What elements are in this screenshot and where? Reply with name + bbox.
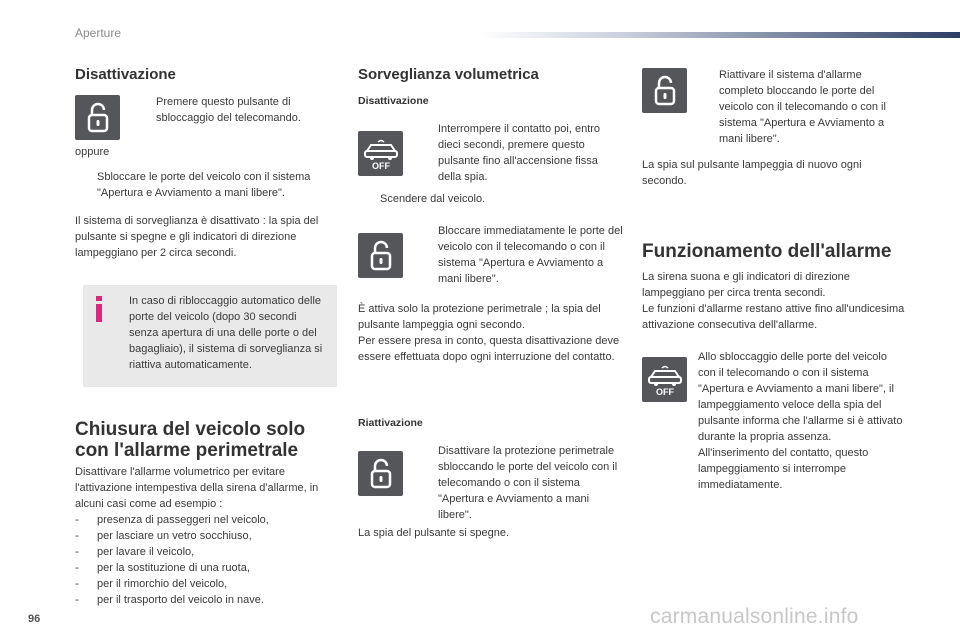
info-icon <box>93 293 111 373</box>
square-bullet <box>75 169 91 201</box>
info-text: In caso di ribloccaggio automatico delle porte del veicolo (dopo 30 secondi senza apertura di una delle porte o del bagagliaio), il sistema di sorveglianza si riattiva automaticamente. <box>129 295 323 371</box>
rearm-step <box>642 68 907 147</box>
unlock-step <box>75 95 337 140</box>
column-1 <box>75 62 337 608</box>
funzionamento-paragraph: La sirena suona e gli indicatori di direzione lampeggiano per circa trenta secondi. Le funzioni d'allarme restano attive fino all'undicesima attivazione consecutiva dell'allarme. <box>642 271 905 331</box>
list-item: - per il rimorchio del veicolo, <box>75 578 228 590</box>
square-bullet <box>140 94 156 126</box>
step-2 <box>358 191 623 207</box>
oppure-text: oppure <box>75 146 110 158</box>
section-title-sorveglianza: Sorveglianza volumetrica <box>358 66 539 83</box>
square-bullet <box>699 67 715 147</box>
step-text <box>419 121 623 185</box>
square-bullet <box>419 121 435 185</box>
padlock-open-icon <box>358 233 403 278</box>
list-item: - per lasciare un vetro socchiuso, <box>75 530 252 542</box>
step-1-text: Interrompere il contatto poi, entro dieci secondi, premere questo pulsante fino all'accensione fissa della spia. <box>438 123 601 183</box>
alarm-info <box>642 349 907 493</box>
list-item: - presenza di passeggeri nel veicolo, <box>75 514 269 526</box>
step-text <box>699 67 907 147</box>
header-bar <box>480 32 960 38</box>
subsection-disattivazione: Disattivazione <box>358 95 429 107</box>
off-label: OFF <box>371 160 390 171</box>
step-2 <box>75 169 337 201</box>
off-step <box>358 121 623 185</box>
step-1-text: Premere questo pulsante di sbloccaggio del telecomando. <box>156 96 301 124</box>
subsection-riattivazione: Riattivazione <box>358 417 423 429</box>
padlock-open-icon <box>75 95 120 140</box>
section-title-disattivazione: Disattivazione <box>75 66 176 83</box>
car-alarm-off-icon <box>642 357 687 402</box>
chiusura-intro: Disattivare l'allarme volumetrico per evitare l'attivazione intempestiva della sirena d'allarme, in alcuni casi come ad esempio : <box>75 466 319 510</box>
step-1-text: Riattivare il sistema d'allarme completo bloccando le porte del veicolo con il telecomando o con il sistema "Apertura e Avviamento a mani libere". <box>719 69 886 145</box>
list-item: - per lavare il veicolo, <box>75 546 195 558</box>
section-title-funzionamento: Funzionamento dell'allarme <box>642 241 892 262</box>
reactivate-step <box>358 443 623 523</box>
square-bullet <box>358 191 374 207</box>
perimetral-paragraph: È attiva solo la protezione perimetrale ; la spia del pulsante lampeggia ogni secondo. Per essere presa in conto, questa disattivazione deve essere effettuata dopo ogni interruzione del contatto. <box>358 303 620 363</box>
step-4-text: Disattivare la protezione perimetrale sbloccando le porte del veicolo con il telecomando o con il sistema "Apertura e Avviamento a mani libere". <box>438 445 618 521</box>
padlock-open-icon <box>642 68 687 113</box>
list-item: - per il trasporto del veicolo in nave. <box>75 594 264 606</box>
end-text: La spia del pulsante si spegne. <box>358 527 510 539</box>
column-2 <box>358 62 623 541</box>
square-bullet <box>419 223 435 287</box>
step-3-text: Bloccare immediatamente le porte del veicolo con il telecomando o con il sistema "Apertura e Avviamento a mani libere". <box>438 225 623 285</box>
step-2-text: Scendere dal veicolo. <box>380 193 486 205</box>
list-item: - per la sostituzione di una ruota, <box>75 562 250 574</box>
page-number: 96 <box>28 613 41 625</box>
watermark: carmanualsonline.info <box>650 605 859 628</box>
status-paragraph: Il sistema di sorveglianza è disattivato : la spia del pulsante si spegne e gli indicatori di direzione lampeggiano per 2 circa secondi. <box>75 215 319 259</box>
blink-paragraph: La spia sul pulsante lampeggia di nuovo ogni secondo. <box>642 159 862 187</box>
step-2-text: Sbloccare le porte del veicolo con il sistema "Apertura e Avviamento a mani libere". <box>97 171 311 199</box>
header-title: Aperture <box>75 26 122 40</box>
step-text <box>419 443 623 523</box>
column-3 <box>642 62 907 493</box>
section-title-chiusura: Chiusura del veicolo solo con l'allarme perimetrale <box>75 419 306 461</box>
padlock-open-icon <box>358 451 403 496</box>
cases-list <box>75 512 337 608</box>
step-text <box>419 223 623 287</box>
car-alarm-off-icon <box>358 131 403 176</box>
off-label: OFF <box>655 386 674 397</box>
square-bullet <box>419 443 435 523</box>
step-text <box>140 94 337 126</box>
lock-step <box>358 223 623 287</box>
info-box <box>83 285 337 387</box>
alarm-info-text: Allo sbloccaggio delle porte del veicolo con il telecomando o con il sistema "Apertura e Avviamento a mani libere", il lampeggiamento veloce della spia del pulsante informa che l'allarme si è attivato durante la propria assenza. All'inserimento del contatto, questo lampeggiamento si interrompe immediatamente. <box>698 351 903 491</box>
